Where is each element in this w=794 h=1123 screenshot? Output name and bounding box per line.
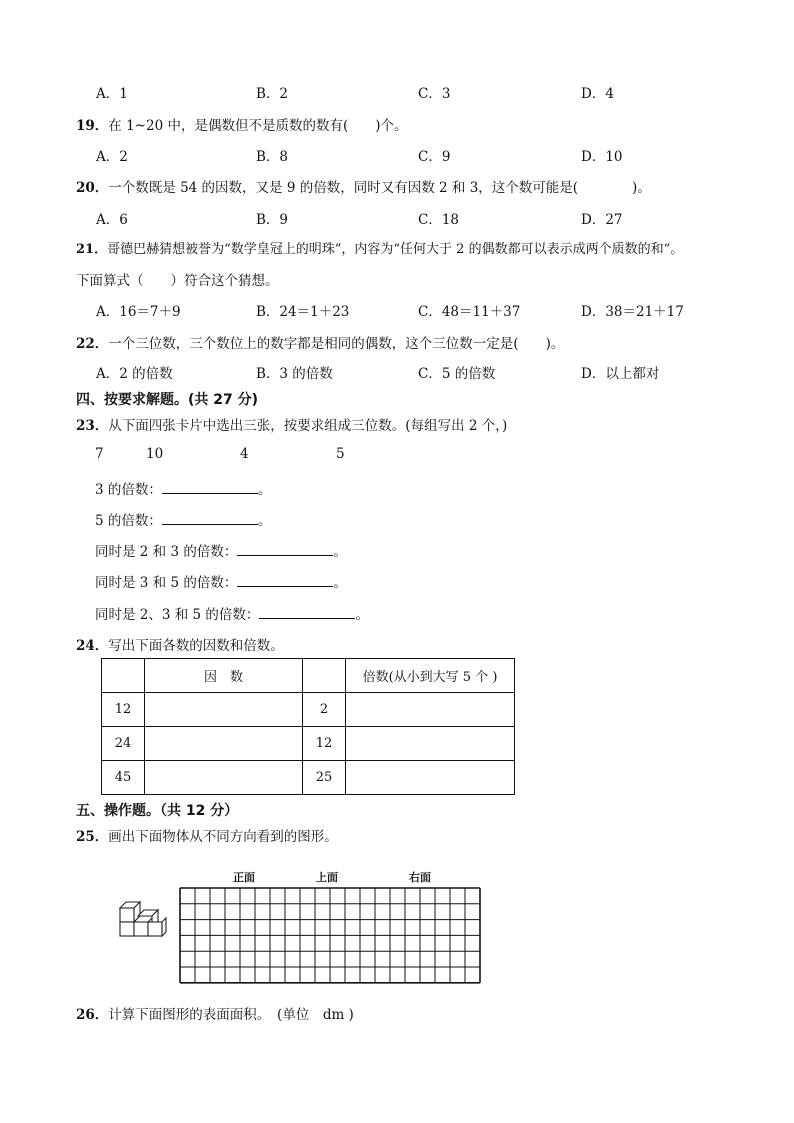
question-text: 画出下面物体从不同方向看到的图形。 (108, 829, 338, 845)
answer-line: 5 的倍数： 。 (95, 513, 272, 529)
factor-answer-cell[interactable] (145, 727, 303, 761)
factor-number: 12 (102, 693, 145, 727)
label-front-view: 正面 (233, 871, 255, 884)
drawing-grid[interactable] (178, 886, 486, 986)
factor-multiple-table (101, 658, 515, 795)
card-2: 10 (146, 446, 164, 462)
q21-options (96, 300, 696, 320)
question-23 (76, 414, 507, 434)
factor-number: 24 (102, 727, 145, 761)
q20-options (96, 208, 696, 228)
option-a: A．2 的倍数 (96, 366, 173, 382)
option-c: C．5 的倍数 (418, 366, 496, 382)
question-number: 26． (76, 1007, 109, 1023)
option-b: B．8 (256, 149, 289, 165)
answer-blank[interactable] (162, 512, 258, 525)
option-c: C．9 (418, 149, 451, 165)
question-text: 在 1~20 中，是偶数但不是质数的数有( )个。 (108, 118, 408, 134)
question-text: 一个三位数，三个数位上的数字都是相同的偶数，这个三位数一定是( )。 (108, 336, 565, 352)
question-number: 20． (76, 180, 109, 196)
answer-blank[interactable] (237, 543, 333, 556)
option-a: A．1 (96, 86, 128, 102)
answer-label: 同时是 2 和 3 的倍数： (95, 544, 238, 560)
answer-blank[interactable] (259, 606, 355, 619)
question-text: 哥德巴赫猜想被誉为“数学皇冠上的明珠”，内容为“任何大于 2 的偶数都可以表示成两个质数的和”。 (107, 242, 684, 257)
answer-label: 同时是 3 和 5 的倍数： (95, 575, 238, 591)
question-number: 19． (76, 118, 109, 134)
multiple-number: 2 (303, 693, 346, 727)
option-b: B．3 的倍数 (256, 366, 333, 382)
factor-number: 45 (102, 761, 145, 795)
answer-label: 3 的倍数： (95, 482, 162, 498)
option-c: C．48＝11＋37 (418, 304, 521, 320)
question-26 (76, 1003, 354, 1023)
question-number: 22． (76, 336, 109, 352)
answer-line: 同时是 2 和 3 的倍数： 。 (95, 544, 347, 560)
question-number: 23． (76, 418, 109, 434)
table-header-row (102, 659, 515, 693)
question-number: 24． (76, 638, 109, 654)
option-a: A．2 (96, 149, 128, 165)
answer-line: 3 的倍数： 。 (95, 482, 272, 498)
factor-answer-cell[interactable] (145, 693, 303, 727)
option-d: D．10 (581, 149, 623, 165)
factor-answer-cell[interactable] (145, 761, 303, 795)
question-25 (76, 825, 338, 845)
answer-label: 5 的倍数： (95, 513, 162, 529)
table-row (102, 693, 515, 727)
question-text: 写出下面各数的因数和倍数。 (108, 638, 284, 654)
question-number: 21． (76, 242, 108, 257)
cube-figure (116, 898, 168, 938)
multiple-number: 12 (303, 727, 346, 761)
header-factor: 因 数 (145, 659, 303, 693)
multiple-answer-cell[interactable] (346, 761, 515, 795)
answer-line: 同时是 3 和 5 的倍数： 。 (95, 575, 347, 591)
option-b: B．9 (256, 212, 289, 228)
option-d: D．38＝21＋17 (581, 304, 684, 320)
answer-label: 同时是 2、3 和 5 的倍数： (95, 607, 260, 623)
question-24 (76, 634, 284, 654)
option-a: A．6 (96, 212, 128, 228)
option-d: D．4 (581, 86, 614, 102)
label-top-view: 上面 (316, 871, 338, 884)
table-row (102, 727, 515, 761)
multiple-number: 25 (303, 761, 346, 795)
answer-blank[interactable] (162, 481, 258, 494)
q22-options (96, 362, 696, 382)
option-a: A．16＝7＋9 (96, 304, 181, 320)
multiple-answer-cell[interactable] (346, 727, 515, 761)
option-b: B．2 (256, 86, 289, 102)
label-right-view: 右面 (409, 871, 431, 884)
q18-options (96, 82, 696, 102)
header-multiple: 倍数(从小到大写 5 个 ) (346, 659, 515, 693)
question-21-line2: 下面算式（ ）符合这个猜想。 (76, 273, 279, 289)
option-c: C．3 (418, 86, 451, 102)
question-20 (76, 176, 651, 196)
question-19 (76, 114, 408, 134)
question-text: 从下面四张卡片中选出三张，按要求组成三位数。(每组写出 2 个，) (108, 418, 508, 434)
section-5-heading: 五、操作题。（共 12 分） (76, 803, 239, 819)
q19-options (96, 145, 696, 165)
question-text: 一个数既是 54 的因数，又是 9 的倍数，同时又有因数 2 和 3，这个数可能是( )。 (108, 180, 651, 196)
option-d: D．以上都对 (581, 366, 660, 382)
table-row (102, 761, 515, 795)
answer-blank[interactable] (237, 574, 333, 587)
multiple-answer-cell[interactable] (346, 693, 515, 727)
option-c: C．18 (418, 212, 460, 228)
question-text: 计算下面图形的表面面积。 (单位 dm ) (108, 1007, 354, 1023)
question-number: 25． (76, 829, 109, 845)
question-21 (76, 238, 683, 257)
card-1: 7 (95, 446, 104, 462)
option-d: D．27 (581, 212, 623, 228)
card-3: 4 (240, 446, 249, 462)
answer-line: 同时是 2、3 和 5 的倍数： 。 (95, 607, 369, 623)
option-b: B．24＝1＋23 (256, 304, 350, 320)
question-22 (76, 332, 564, 352)
card-4: 5 (336, 446, 345, 462)
section-4-heading: 四、按要求解题。(共 27 分) (76, 392, 259, 408)
